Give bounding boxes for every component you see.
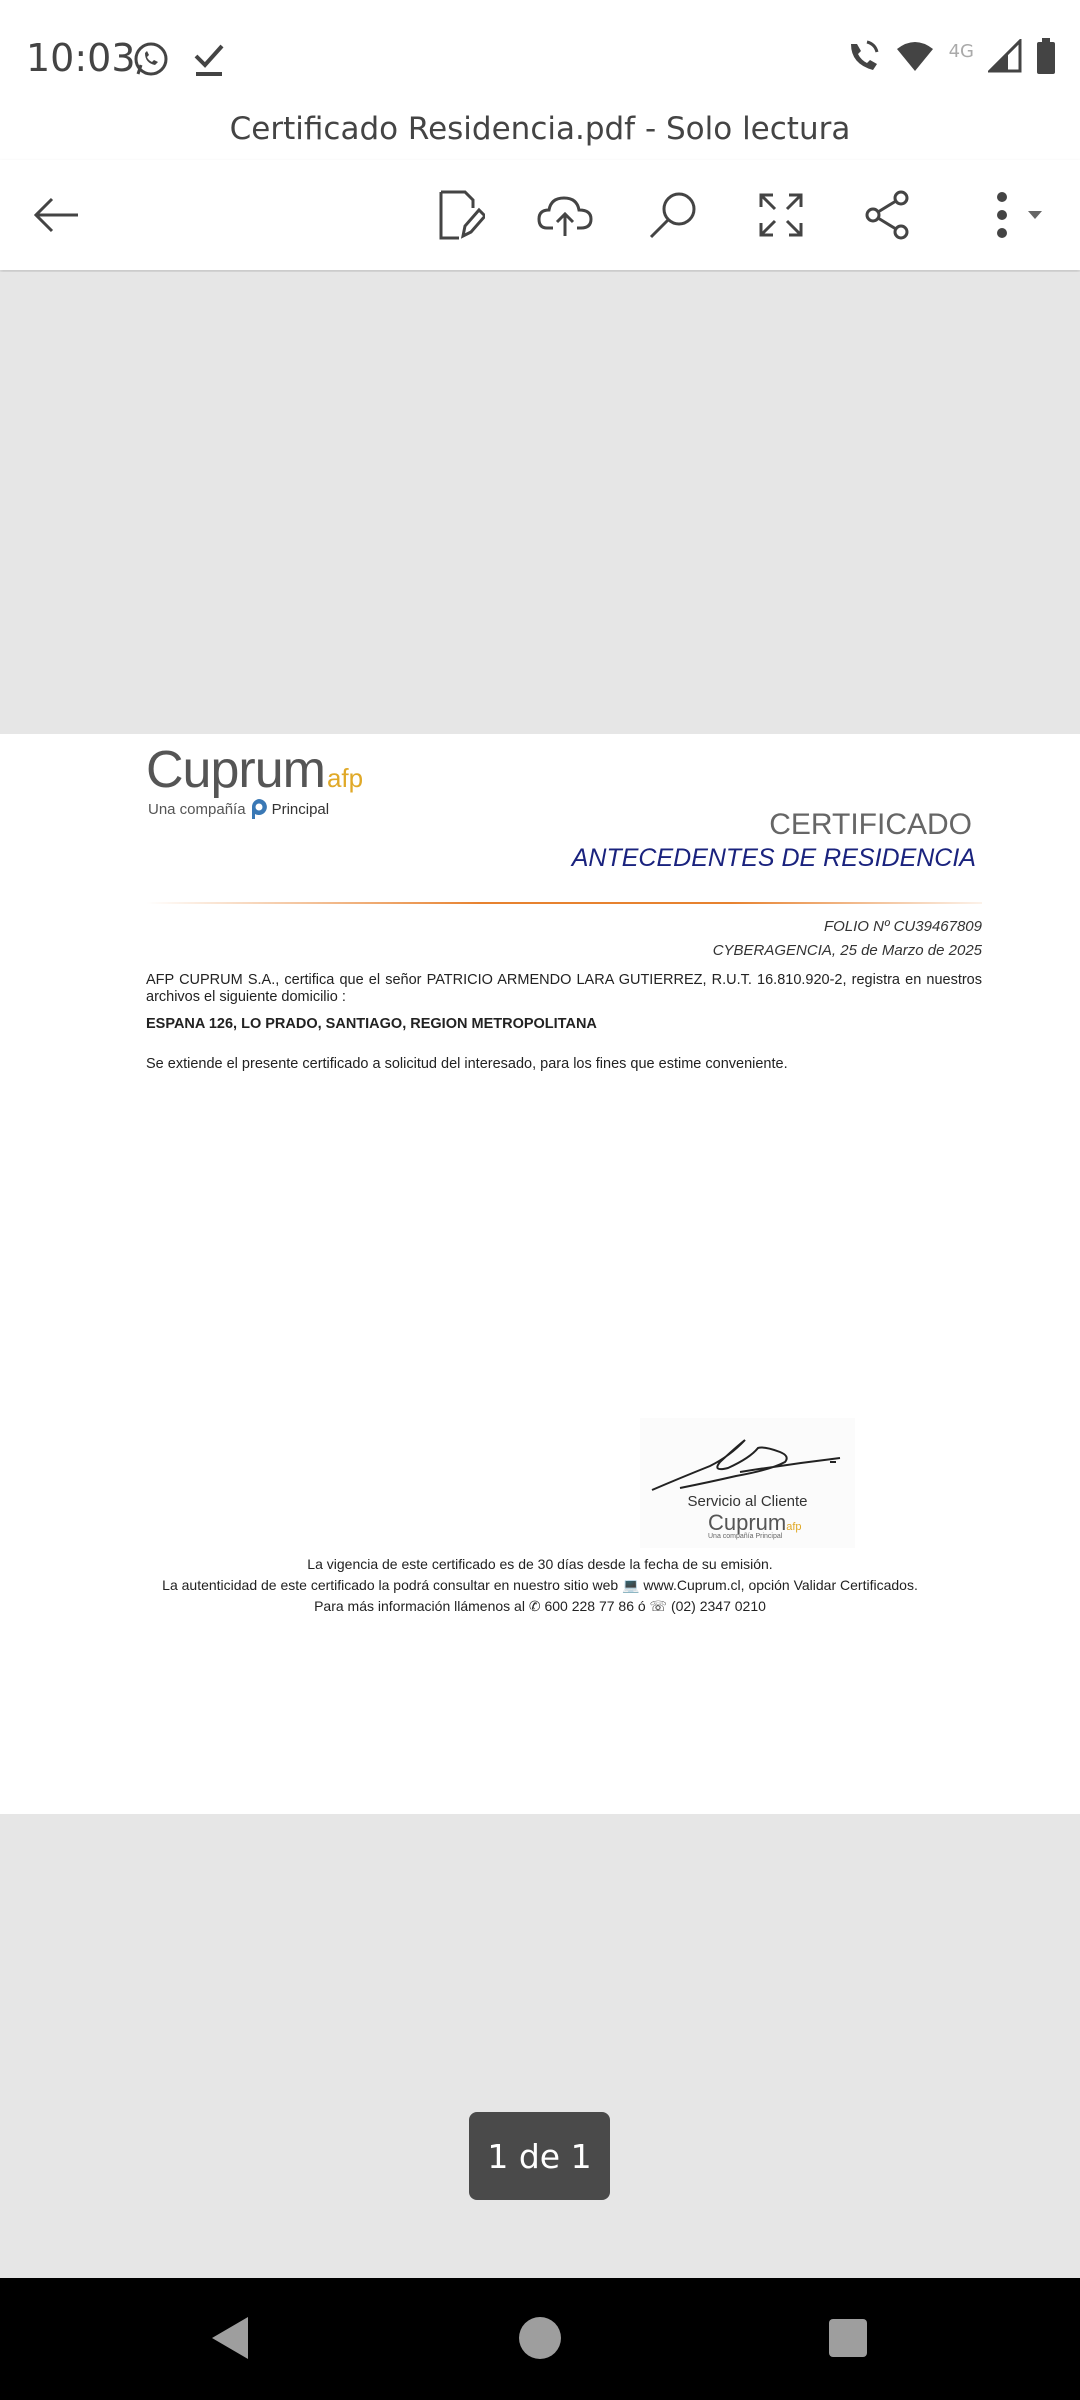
address: ESPANA 126, LO PRADO, SANTIAGO, REGION METROPOLITANA [146, 1016, 597, 1032]
signal-icon [988, 39, 1022, 77]
folio-number: FOLIO Nº CU39467809 [823, 918, 982, 935]
toolbar [0, 160, 1080, 270]
logo-brand: Cuprum [146, 741, 325, 799]
signature-caption: Servicio al Cliente [687, 1493, 808, 1510]
logo-suffix: afp [326, 763, 364, 793]
share-button[interactable] [853, 180, 923, 250]
page-indicator: 1 de 1 [469, 2112, 610, 2200]
fullscreen-icon [757, 191, 805, 239]
document-title: Certificado Residencia.pdf - Solo lectura [229, 111, 851, 147]
nav-recents-icon [828, 2318, 868, 2358]
nav-home-button[interactable] [510, 2308, 570, 2368]
back-button[interactable] [22, 180, 92, 250]
certification-paragraph: AFP CUPRUM S.A., certifica que el señor PATRICIO ARMENDO LARA GUTIERREZ, R.U.T. 16.810.920-2, registra en nuestros archivos el siguiente domicilio : [146, 972, 982, 1005]
more-vert-icon [980, 190, 1050, 240]
download-done-icon [192, 40, 226, 82]
navigation-bar [0, 2278, 1080, 2400]
nav-back-button[interactable] [200, 2308, 260, 2368]
principal-logo-icon [250, 798, 268, 820]
logo-tagline-brand: Principal [271, 800, 330, 818]
signature-logo-suffix: afp [786, 1521, 802, 1533]
battery-icon [1036, 38, 1056, 78]
status-notifications [132, 40, 226, 82]
wifi-icon [895, 39, 935, 77]
purpose-paragraph: Se extiende el presente certificado a solicitud del interesado, para los fines que estime conveniente. [146, 1056, 788, 1072]
cuprum-logo [146, 740, 363, 820]
status-time: 10:03 [26, 36, 136, 80]
status-system-icons [845, 38, 1056, 78]
whatsapp-icon [132, 40, 170, 82]
title-bar [0, 100, 1080, 160]
fullscreen-button[interactable] [746, 180, 816, 250]
more-options-button[interactable] [975, 180, 1055, 250]
divider [146, 902, 982, 904]
pdf-page[interactable] [0, 734, 1080, 1814]
signature-logo-tagline: Una compañía Principal [708, 1533, 783, 1540]
signature-logo-brand: Cuprum [708, 1510, 787, 1535]
edit-document-icon [435, 188, 485, 242]
upload-button[interactable] [530, 180, 600, 250]
logo-tagline-prefix: Una compañía [148, 800, 246, 818]
arrow-left-icon [32, 195, 82, 235]
nav-home-icon [518, 2316, 562, 2360]
place-date: CYBERAGENCIA, 25 de Marzo de 2025 [712, 942, 982, 959]
certificate-title: CERTIFICADO [769, 808, 972, 841]
network-type-label: 4G [948, 40, 974, 62]
edit-button[interactable] [425, 180, 495, 250]
nav-recents-button[interactable] [818, 2308, 878, 2368]
validity-note: La vigencia de este certificado es de 30 días desde la fecha de su emisión. [307, 1556, 773, 1572]
wifi-call-icon [845, 38, 881, 78]
search-icon [647, 189, 699, 241]
authenticity-note: La autenticidad de este certificado la podrá consultar en nuestro sitio web 💻 www.Cuprum.cl, opción Validar Certificados. [162, 1577, 918, 1593]
nav-back-icon [208, 2315, 252, 2361]
search-button[interactable] [638, 180, 708, 250]
pdf-viewer[interactable] [0, 272, 1080, 2278]
cloud-upload-icon [537, 192, 593, 238]
contact-note: Para más información llámenos al ✆ 600 228 77 86 ó ☏ (02) 2347 0210 [314, 1598, 766, 1614]
certificate-subtitle: ANTECEDENTES DE RESIDENCIA [571, 844, 976, 872]
share-icon [863, 189, 913, 241]
